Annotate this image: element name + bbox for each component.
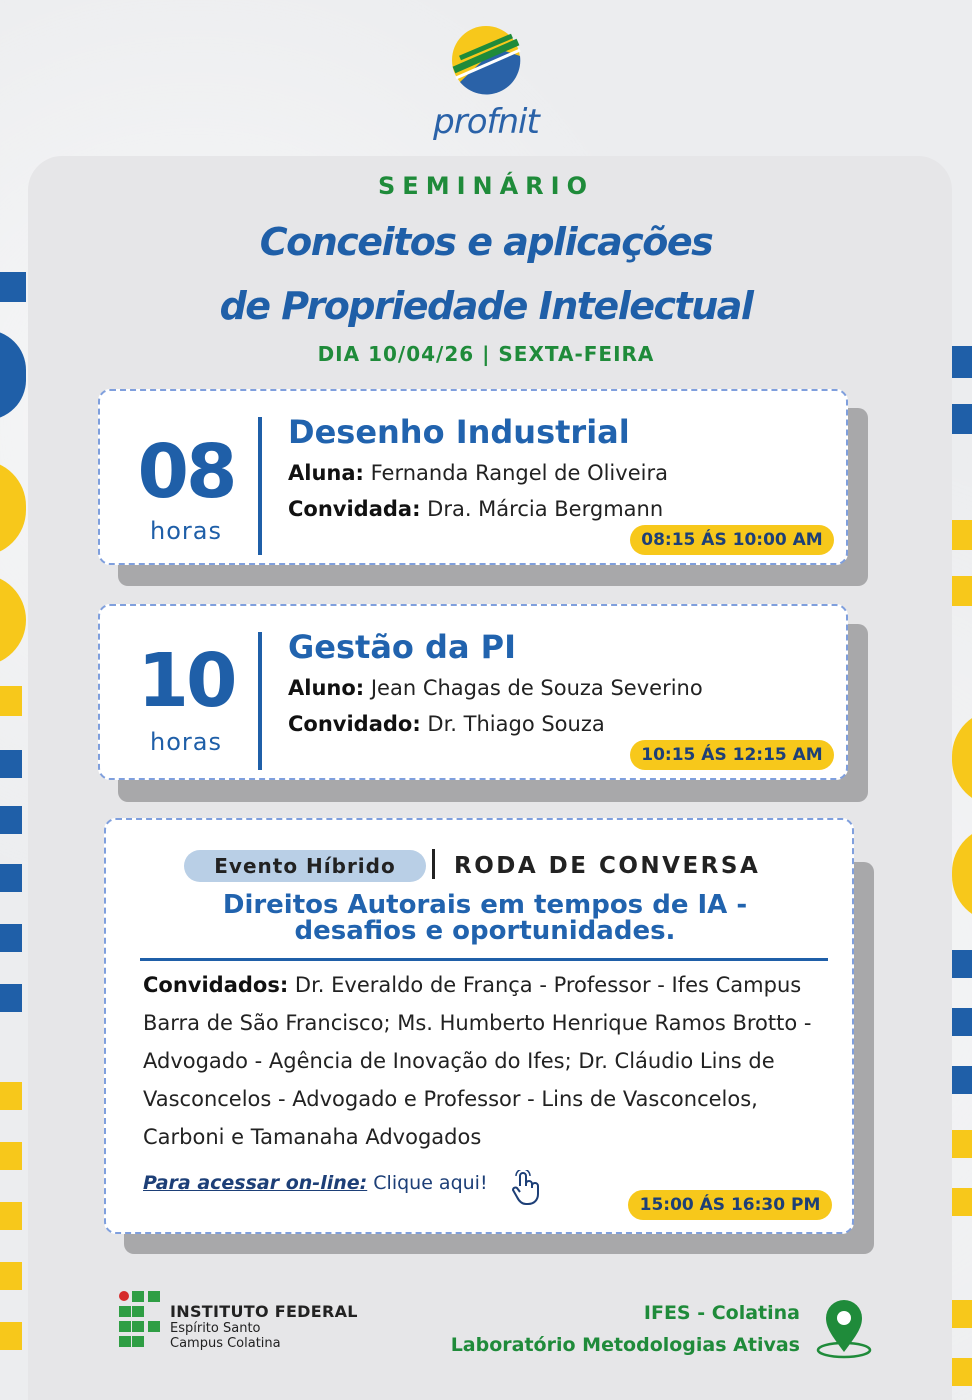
online-access-link[interactable]: Para acessar on-line:	[143, 1172, 368, 1194]
session-time-badge: 08:15 ÁS 10:00 AM	[630, 525, 834, 555]
institution-line1: INSTITUTO FEDERAL	[170, 1302, 358, 1321]
roundtable-kind: RODA DE CONVERSA	[454, 853, 761, 879]
location-pin-icon	[814, 1298, 874, 1362]
session-hour-label: horas	[150, 517, 222, 545]
session-student: Aluna: Fernanda Rangel de Oliveira	[288, 461, 668, 485]
online-access-cta[interactable]: Clique aqui!	[367, 1172, 488, 1194]
session-hour-label: horas	[150, 728, 222, 756]
session-title: Gestão da PI	[288, 628, 517, 666]
pointing-hand-icon[interactable]	[510, 1170, 542, 1206]
session-hour: 08	[137, 429, 235, 515]
session-hour: 10	[137, 638, 235, 724]
divider	[258, 632, 262, 770]
session-card-2	[98, 604, 848, 780]
event-date: DIA 10/04/26 | SEXTA-FEIRA	[317, 342, 655, 366]
event-title-line1: Conceitos e aplicações	[259, 220, 713, 264]
session-card-1	[98, 389, 848, 565]
instituto-federal-logo	[118, 1290, 164, 1348]
institution-name	[170, 1302, 358, 1351]
session-guest: Convidada: Dra. Márcia Bergmann	[288, 497, 664, 521]
event-title-line2: de Propriedade Intelectual	[219, 284, 753, 328]
location-line2: Laboratório Metodologias Ativas	[450, 1334, 800, 1356]
session-student: Aluno: Jean Chagas de Souza Severino	[288, 676, 703, 700]
divider	[140, 958, 828, 961]
session-title: Desenho Industrial	[288, 413, 630, 451]
institution-line2: Espírito Santo	[170, 1321, 261, 1336]
roundtable-guests: Convidados: Dr. Everaldo de França - Professor - Ifes Campus Barra de São Francisco; Ms. Humberto Henrique Ramos Brotto - Advogado - Agência de Inovação do Ifes; Dr. Cláudio Lins de Vasconcelos - Advogado e Professor - Lins de Vasconcelos, Carboni e Tamanaha Advogados	[143, 973, 812, 1149]
event-kicker: SEMINÁRIO	[378, 172, 594, 200]
divider	[258, 417, 262, 555]
profnit-wordmark: profnit	[433, 102, 539, 142]
session-time-badge: 10:15 ÁS 12:15 AM	[630, 740, 834, 770]
profnit-globe-icon	[426, 18, 546, 102]
location-line1: IFES - Colatina	[643, 1302, 800, 1324]
institution-line3: Campus Colatina	[170, 1336, 281, 1351]
profnit-logo	[426, 18, 546, 148]
roundtable-time-badge: 15:00 ÁS 16:30 PM	[628, 1190, 832, 1220]
divider	[432, 849, 435, 879]
roundtable-title-line2: desafios e oportunidades.	[294, 916, 676, 946]
session-guest: Convidado: Dr. Thiago Souza	[288, 712, 605, 736]
online-access	[143, 1172, 488, 1194]
hybrid-event-badge: Evento Híbrido	[184, 850, 426, 882]
roundtable-title-line1: Direitos Autorais em tempos de IA -	[222, 890, 748, 920]
